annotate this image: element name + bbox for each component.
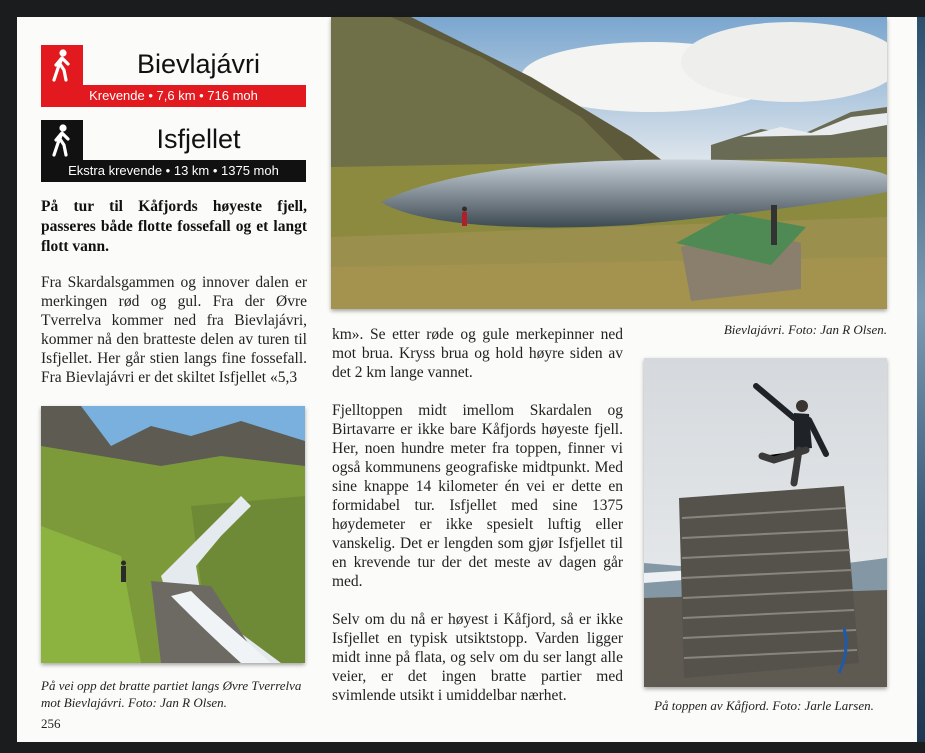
hiker-icon: [41, 120, 83, 160]
trail-header-isfjellet: [41, 120, 306, 182]
article-column-2: [332, 325, 623, 724]
waterfall-photo: [41, 406, 305, 663]
article-paragraph: km». Se etter røde og gule merkepinner ned mot brua. Kryss brua og hold høyre siden av det 2 km lange vannet.: [332, 326, 623, 381]
article-lead: På tur til Kåfjords høyeste fjell, passeres både flotte fossefall og et langt flott vann.: [41, 198, 307, 255]
lake-photo: [331, 17, 887, 309]
waterfall-photo-caption: På vei opp det bratte partiet langs Øvre Tverrelva mot Bievlajávri. Foto: Jan R Olsen.: [41, 678, 302, 710]
article-column-1: Fra Skardalsgammen og innover dalen er merkingen rød og gul. Fra der Øvre Tverrelva kommer ned fra Bievlajávri, kommer nå den bratteste delen av turen til Isfjellet. Her går stien langs fine fossefall. Fra Bievlajávri er det skiltet Isfjellet «5,3: [41, 274, 307, 386]
viewer-left-margin: [0, 0, 17, 753]
page-number: 256: [41, 716, 61, 731]
trail-header-bievlajavri: [41, 45, 306, 107]
book-page: [17, 17, 917, 742]
article-paragraph: Fjelltoppen midt imellom Skardalen og Birtavarre er ikke bare Kåfjords høyeste fjell. Her, noen hundre meter fra toppen, finner vi også kommunens geografiske midtpunkt. Med sine knappe 14 kilometer én vei er dette en formidabel tur. Isfjellet med sine 1375 høydemeter er ikke spesielt luftig eller vanskelig. Det er lengden som gjør Isfjellet til en krevende tur der det meste av dagen går med.: [332, 402, 623, 590]
trail-name: Bievlajávri: [136, 49, 261, 79]
hiker-icon: [41, 45, 83, 85]
lake-photo-caption: Bievlajávri. Foto: Jan R Olsen.: [723, 322, 887, 337]
cairn-photo: [644, 358, 887, 687]
next-page-edge: [917, 17, 925, 742]
trail-name: Isfjellet: [156, 124, 241, 154]
trail-meta: Ekstra krevende • 13 km • 1375 moh: [41, 160, 306, 182]
trail-meta: Krevende • 7,6 km • 716 moh: [41, 85, 306, 107]
cairn-photo-caption: På toppen av Kåfjord. Foto: Jarle Larsen.: [654, 698, 874, 713]
article-paragraph: Selv om du nå er høyest i Kåfjord, så er ikke Isfjellet en typisk utsiktstopp. Varden ligger midt inne på flata, og selv om du ser langt alle veier, er det ingen bratte partier med svimlende utsikt i umiddelbar nærhet.: [332, 611, 623, 704]
